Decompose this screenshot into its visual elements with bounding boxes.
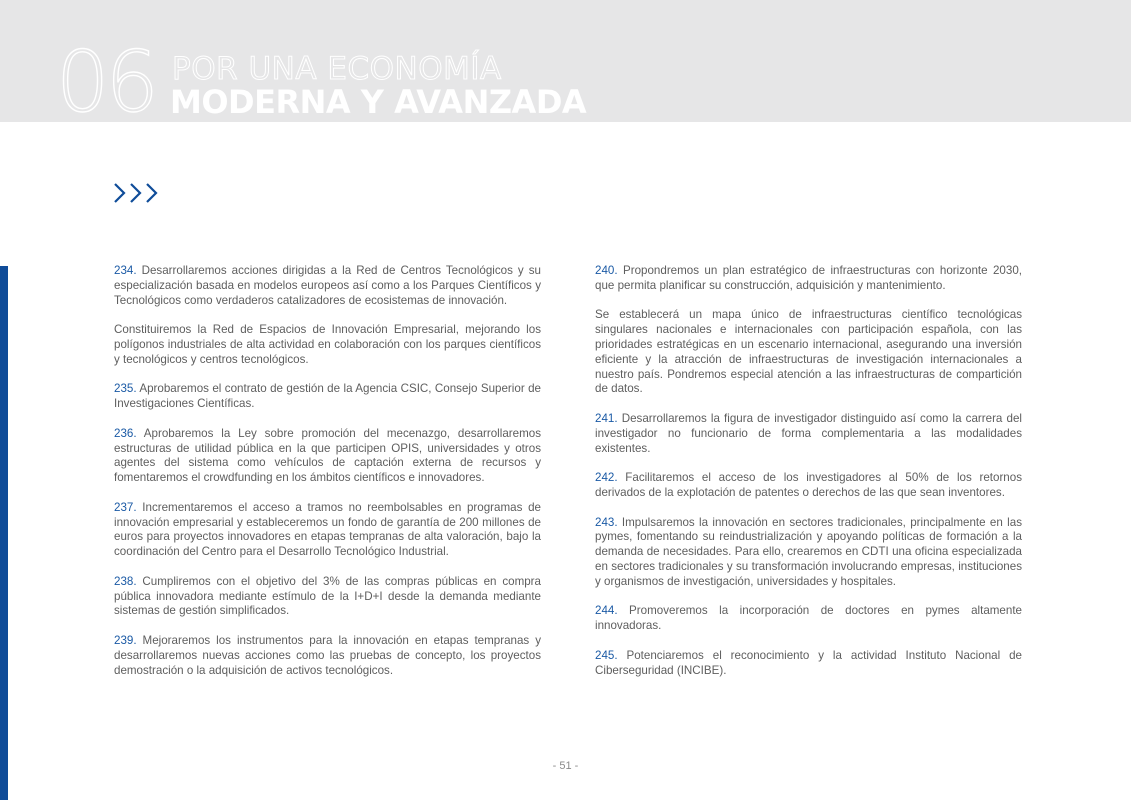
page-number: - 51 - bbox=[552, 760, 579, 772]
paragraph-243 bbox=[595, 516, 1022, 590]
chapter-number: 06 bbox=[56, 33, 155, 131]
paragraph-text: Desarrollaremos acciones dirigidas a la Red de Centros Tecnológicos y su especialización basada en modelos europeos así como a los Parques Científicos y Tecnológicos como verdaderos catalizadores de ecosistemas de innovación. bbox=[114, 264, 541, 307]
paragraph-text: Promoveremos la incorporación de doctores en pymes altamente innovadoras. bbox=[595, 604, 1022, 633]
item-number: 240. bbox=[595, 264, 618, 277]
paragraph-text: Facilitaremos el acceso de los investigadores al 50% de los retornos derivados de la explotación de patentes o derechos de las que sean inventores. bbox=[595, 471, 1022, 499]
paragraph-text: Aprobaremos el contrato de gestión de la Agencia CSIC, Consejo Superior de Investigaciones Científicas. bbox=[114, 382, 541, 411]
paragraph-text: Desarrollaremos la figura de investigador distinguido así como la carrera del investigador no funcionario de forma complementaria a las modalidades existentes. bbox=[595, 411, 1022, 455]
item-number: 244. bbox=[595, 604, 618, 618]
item-number: 245. bbox=[595, 648, 618, 662]
right-text-column bbox=[595, 264, 1022, 693]
item-number: 243. bbox=[595, 515, 618, 529]
paragraph-text: Se establecerá un mapa único de infraestructuras científico tecnológicas singulares nacionales e internacionales con participación española, con las prioridades estratégicas en un escenario internacional, asegurando una inversión eficiente y la atracción de infraestructuras de investigación internacionales a nuestro país. Pondremos especial atención a las infraestructuras de compartición de datos. bbox=[595, 308, 1022, 396]
paragraph-text: Mejoraremos los instrumentos para la innovación en etapas tempranas y desarrollaremos nuevas acciones como las pruebas de concepto, los proyectos demostración o la adquisición de activos tecnológicos. bbox=[114, 633, 541, 677]
item-number: 241. bbox=[595, 411, 618, 425]
paragraph-245 bbox=[595, 649, 1022, 679]
paragraph-text: Impulsaremos la innovación en sectores tradicionales, principalmente en las pymes, fomentando su reindustrialización y apoyando políticas de formación a la demanda de necesidades. Para ello, crearemos en CDTI una oficina especializada en sectores tradicionales y su transformación involucrando empresas, instituciones y organismos de investigación, universidades y hospitales. bbox=[595, 515, 1022, 588]
chapter-title-line2: MODERNA Y AVANZADA bbox=[170, 83, 587, 121]
paragraph-240 bbox=[595, 264, 1022, 294]
paragraph-236 bbox=[114, 427, 541, 486]
paragraph-text: Incrementaremos el acceso a tramos no reembolsables en programas de innovación empresarial y estableceremos un fondo de garantía de 200 millones de euros para proyectos innovadores en etapas tempranas de alta valoración, bajo la coordinación del Centro para el Desarrollo Tecnológico Industrial. bbox=[114, 500, 541, 559]
paragraph-234 bbox=[114, 264, 541, 308]
item-number: 239. bbox=[114, 633, 137, 647]
paragraph-text: Propondremos un plan estratégico de infraestructuras con horizonte 2030, que permita planificar su construcción, adquisición y mantenimiento. bbox=[595, 264, 1022, 292]
paragraph-239 bbox=[114, 634, 541, 678]
paragraph-text: Cumpliremos con el objetivo del 3% de las compras públicas en compra pública innovadora mediante estímulo de la I+D+I desde la demanda mediante sistemas de gestión simplificados. bbox=[114, 574, 541, 618]
paragraph-241 bbox=[595, 412, 1022, 456]
item-number: 235. bbox=[114, 382, 137, 396]
paragraph-234-continued bbox=[114, 323, 541, 367]
paragraph-242 bbox=[595, 471, 1022, 501]
paragraph-237 bbox=[114, 501, 541, 560]
paragraph-244 bbox=[595, 604, 1022, 634]
paragraph-text: Potenciaremos el reconocimiento y la actividad Instituto Nacional de Ciberseguridad (INCIBE). bbox=[595, 648, 1022, 677]
item-number: 234. bbox=[114, 264, 137, 277]
chapter-title-line1: POR UNA ECONOMÍA bbox=[172, 51, 502, 87]
item-number: 242. bbox=[595, 471, 618, 485]
paragraph-text: Constituiremos la Red de Espacios de Innovación Empresarial, mejorando los polígonos industriales de alta actividad en colaboración con los parques científicos y tecnológicos y centros tecnológicos. bbox=[114, 323, 541, 366]
paragraph-238 bbox=[114, 575, 541, 619]
paragraph-235 bbox=[114, 382, 541, 412]
side-accent-bar bbox=[0, 266, 8, 800]
triple-chevron-right-icon bbox=[112, 180, 164, 206]
item-number: 237. bbox=[114, 500, 137, 514]
paragraph-text: Aprobaremos la Ley sobre promoción del mecenazgo, desarrollaremos estructuras de utilidad pública en la que participen OPIS, universidades y otros agentes del sistema como vehículos de captación externa de recursos y fomentaremos el crowdfunding en los ámbitos científicos e innovadores. bbox=[114, 426, 541, 485]
item-number: 238. bbox=[114, 574, 137, 588]
left-text-column bbox=[114, 264, 541, 693]
item-number: 236. bbox=[114, 426, 137, 440]
paragraph-240-continued bbox=[595, 308, 1022, 397]
